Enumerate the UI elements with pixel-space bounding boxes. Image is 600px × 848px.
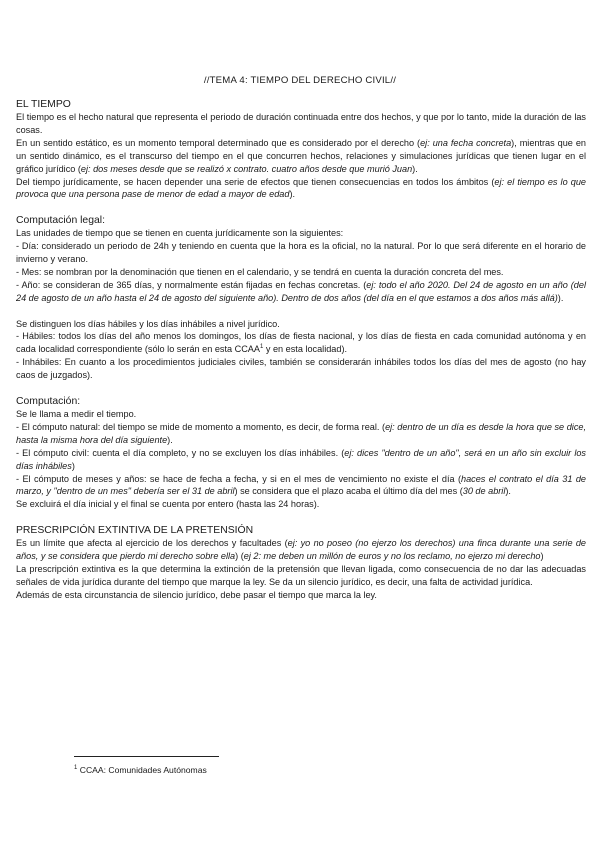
paragraph: Se distinguen los días hábiles y los días inhábiles a nivel jurídico. xyxy=(16,318,280,329)
section-heading-computacion: Computación: xyxy=(16,395,81,407)
paragraph: Además de esta circunstancia de silencio jurídico, debe pasar el tiempo que marca la ley. xyxy=(16,589,377,600)
list-item: - El cómputo natural: del tiempo se mide de momento a momento, es decir, de forma real. (ej: dentro de un día es desde la hora que se dice, hasta la misma hora del día siguiente). xyxy=(16,421,586,445)
list-item: - Año: se consideran de 365 días, y normalmente están fijadas en fechas concretas. (ej: todo el año 2020. Del 24 de agosto en un año (del 24 de agosto de un año hasta el 24 de agosto del siguiente año). Dentro de dos años (del día en el que estamos a dos años más allá)). xyxy=(16,279,586,303)
list-item: - El cómputo de meses y años: se hace de fecha a fecha, y si en el mes de vencimiento no existe el día (haces el contrato el día 31 de marzo, y "dentro de un mes" debería ser el 31 de abril) se considera que el plazo acaba el último día del mes (30 de abril). xyxy=(16,473,586,497)
section-heading-prescripcion: PRESCRIPCIÓN EXTINTIVA DE LA PRETENSIÓN xyxy=(16,525,254,537)
list-item: - Día: considerado un periodo de 24h y teniendo en cuenta que la hora es la oficial, no la natural. Por lo que será diferente en el horario de invierno y verano. xyxy=(16,241,586,265)
paragraph: La prescripción extintiva es la que determina la extinción de la pretensión que llevan ligada, como consecuencia de no dar las adecuadas señales de vida jurídica durante del tiempo que marque la ley. Se da un silencio jurídico, es decir, una falta de actividad jurídica. xyxy=(16,563,586,587)
footnote-text: CCAA: Comunidades Autónomas xyxy=(77,765,207,775)
list-item: - Inhábiles: En cuanto a los procedimientos judiciales civiles, también se considerarán inhábiles todos los días del mes de agosto (no hay caos de juzgados). xyxy=(16,357,586,381)
paragraph: Se excluirá el día inicial y el final se cuenta por entero (hasta las 24 horas). xyxy=(16,499,320,510)
paragraph: Las unidades de tiempo que se tienen en cuenta jurídicamente son la siguientes: xyxy=(16,228,344,239)
section-heading-el-tiempo: EL TIEMPO xyxy=(16,99,71,110)
paragraph: Es un límite que afecta al ejercicio de los derechos y facultades (ej: yo no poseo (no ejerzo los derechos) una finca durante una serie de años, y se considera que pierdo mi derecho sobre ella) (ej 2: me deben un millón de euros y no los reclamo, no ejerzo mi derecho) xyxy=(16,538,586,562)
footnote xyxy=(74,764,207,776)
list-item: - Mes: se nombran por la denominación que tienen en el calendario, y se tendrá en cuenta la duración concreta del mes. xyxy=(16,266,504,277)
section-heading-computacion-legal: Computación legal: xyxy=(16,215,105,227)
list-item: - Hábiles: todos los días del año menos los domingos, los días de fiesta nacional, y los días de fiesta en cada comunidad autónoma y en cada localidad correspondiente (sólo lo serán en esta CCAA$^1$ y en esta localidad). xyxy=(16,331,586,355)
paragraph: Se le llama a medir el tiempo. xyxy=(16,408,137,419)
list-item: - El cómputo civil: cuenta el día completo, y no se excluyen los días inhábiles. (ej: dices "dentro de un año", será en un año sin excluir los días inhábiles) xyxy=(16,447,586,471)
paragraph: En un sentido estático, es un momento temporal determinado que es considerado por el derecho (ej: una fecha concreta), mientras que en un sentido dinámico, es el transcurso del tiempo en el que concurren hechos, relaciones y simulaciones jurídicas que tienen lugar en el gráfico jurídico (ej: dos meses desde que se realizó x contrato. cuatro años desde que murió Juan). xyxy=(16,137,586,174)
footnote-divider xyxy=(74,756,219,757)
footnote-reference[interactable]: 1 xyxy=(259,344,264,351)
paragraph: El tiempo es el hecho natural que representa el periodo de duración continuada entre dos hechos, y que por lo tanto, mide la duración de las cosas. xyxy=(16,112,586,135)
footnote-mark: 1 xyxy=(74,765,78,772)
document-body xyxy=(16,98,586,602)
page-title: //TEMA 4: TIEMPO DEL DERECHO CIVIL// xyxy=(203,75,397,86)
paragraph: Del tiempo jurídicamente, se hacen depender una serie de efectos que tienen consecuencias en todos los ámbitos (ej: el tiempo es lo que provoca que una persona pase de menor de edad a mayor de edad). xyxy=(16,176,586,200)
